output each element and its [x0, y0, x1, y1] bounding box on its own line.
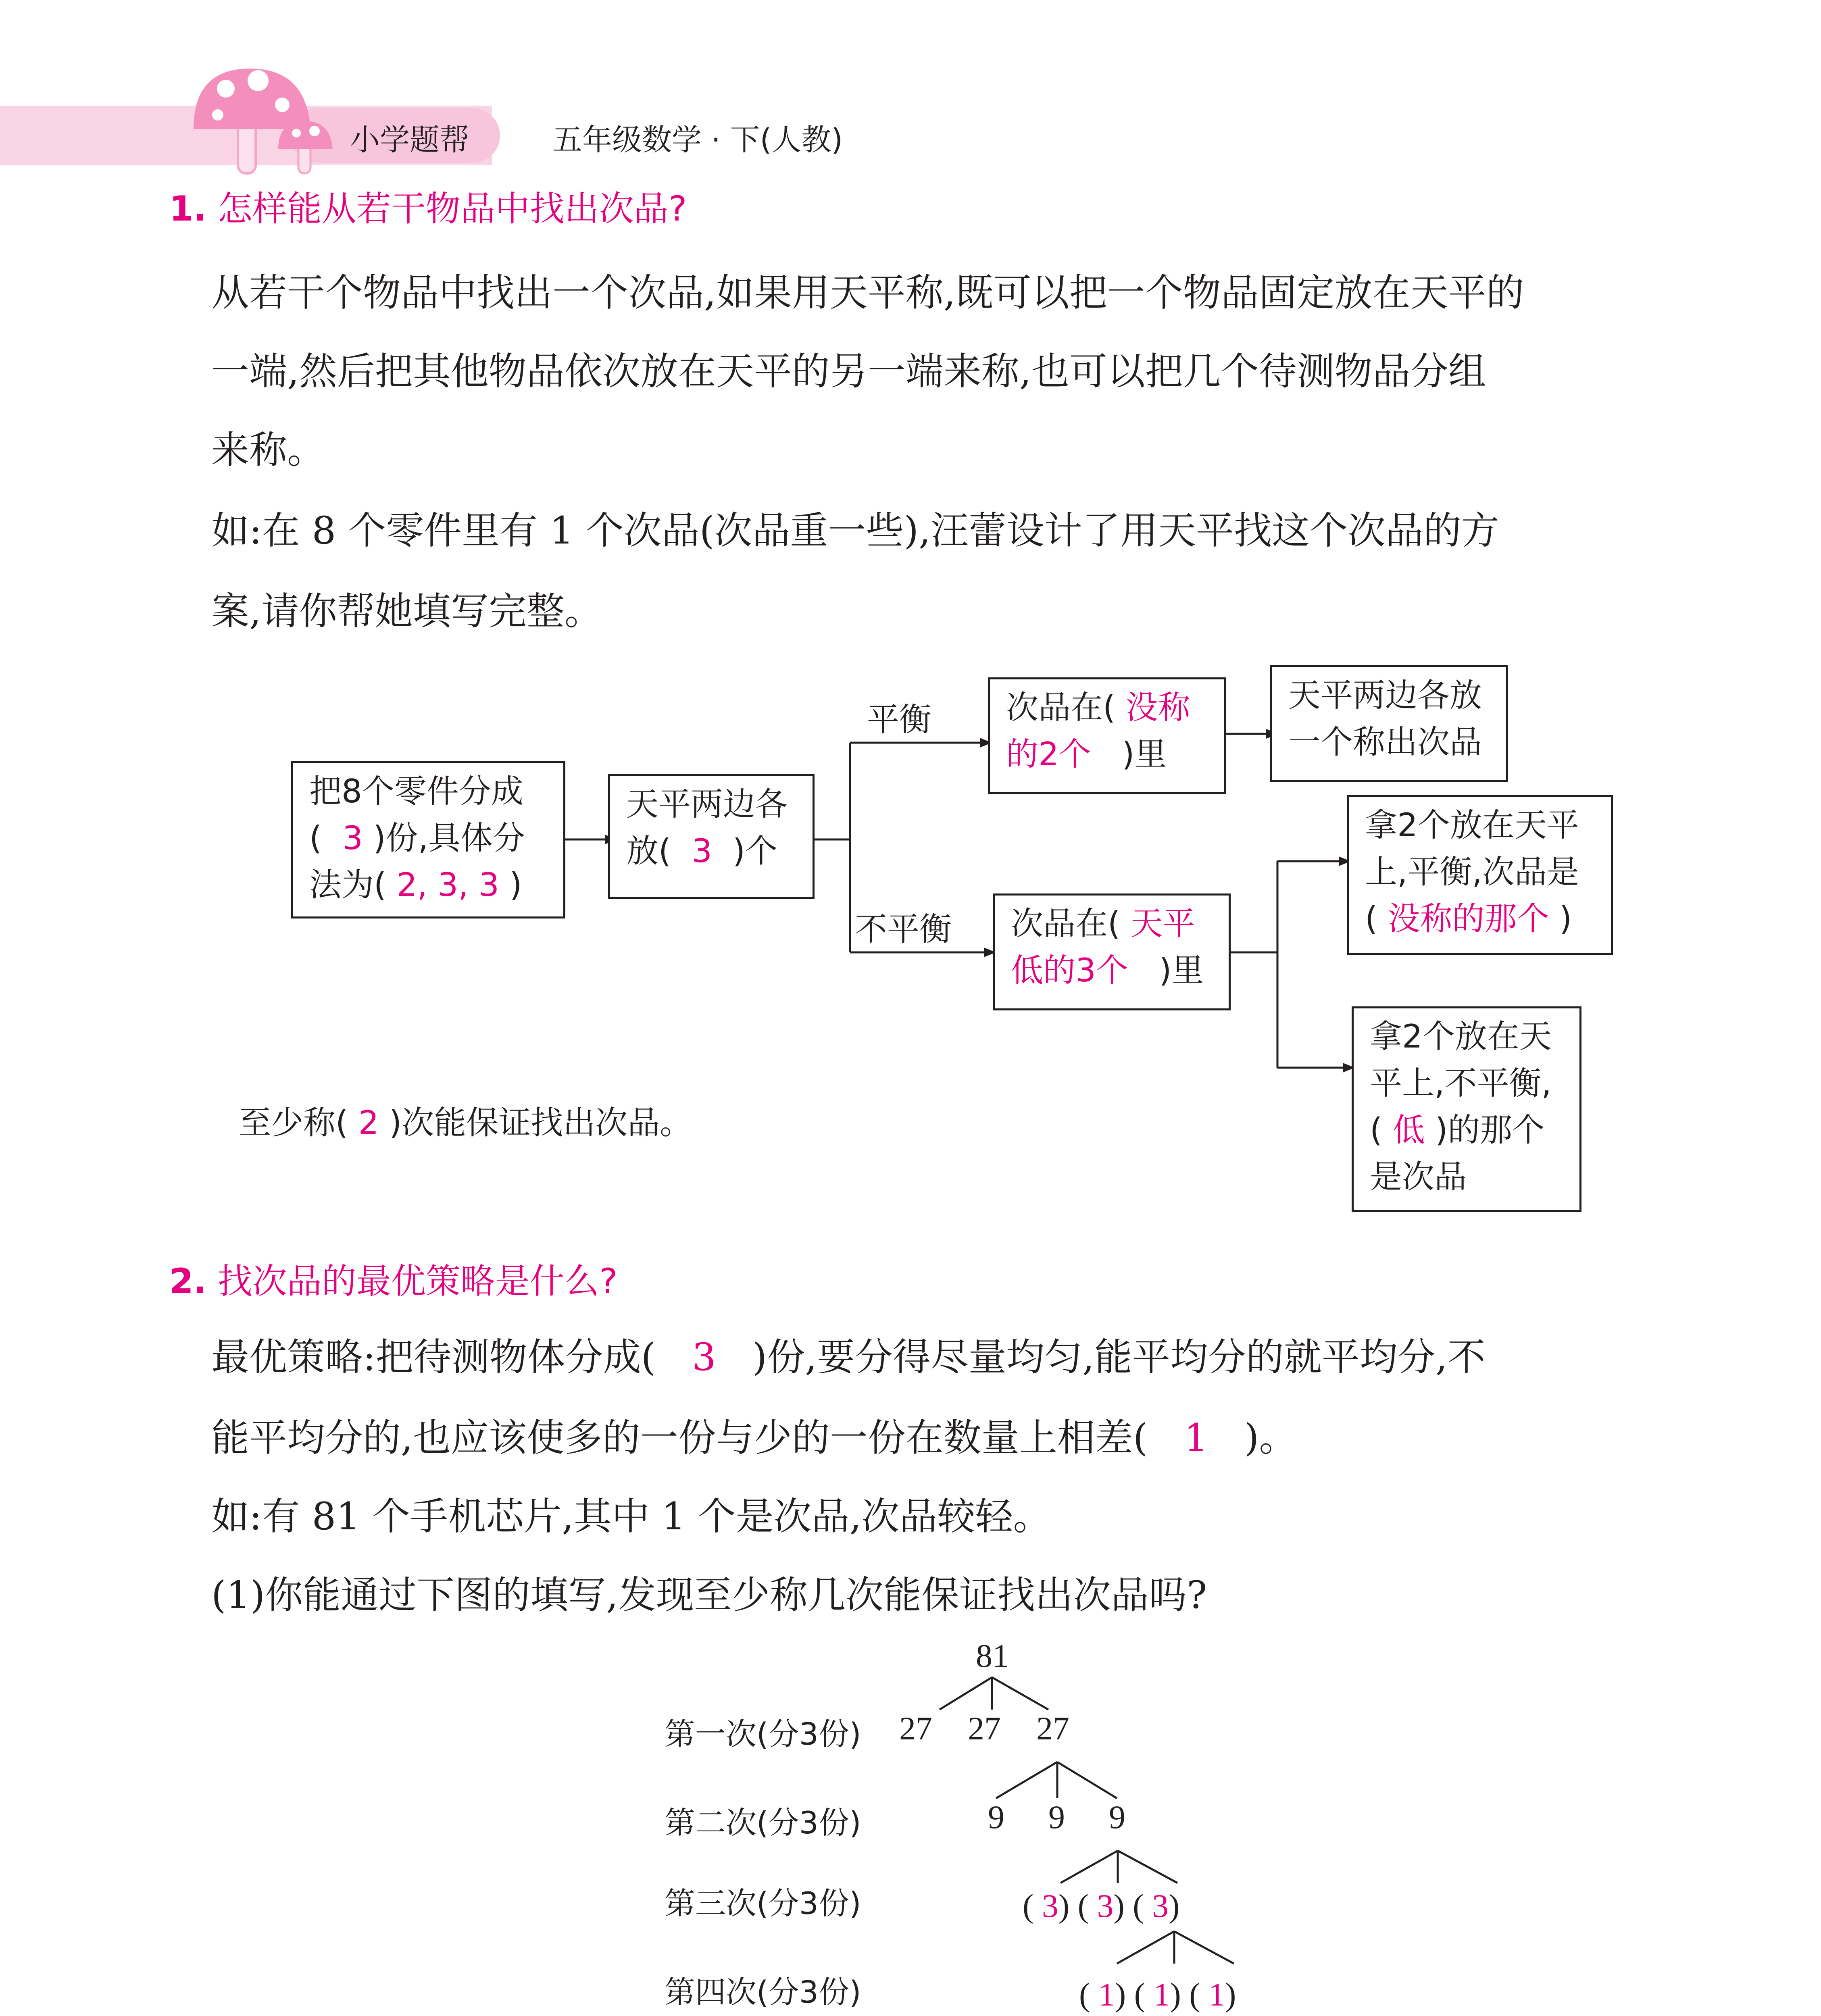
q1-para1-line2: 一端,然后把其他物品依次放在天平的另一端来称,也可以把几个待测物品分组: [211, 350, 1486, 394]
flow-box-split: 把8个零件分成 ( 3 )份,具体分 法为( 2, 3, 3 ): [291, 761, 565, 918]
q2-sub1: (1)你能通过下图的填写,发现至少称几次能保证找出次品吗?: [211, 1573, 1207, 1617]
q1-least-times: 至少称( 2 )次能保证找出次品。: [239, 1104, 692, 1141]
q2-strategy-line2: 能平均分的,也应该使多的一份与少的一份在数量上相差( 1 )。: [211, 1416, 1297, 1460]
q2-strategy-line1: 最优策略:把待测物体分成( 3 )份,要分得尽量均匀,能平均分的就平均分,不: [211, 1335, 1486, 1379]
q1-para1-line3: 来称。: [211, 428, 325, 472]
flow-box-weigh-two: 天平两边各放 一个称出次品: [1270, 665, 1508, 782]
ans-strategy-diff: 1: [1184, 1416, 1208, 1460]
flow-box-balanced: 次品在( 没称 的2个 )里: [988, 677, 1226, 794]
flow-box-weigh: 天平两边各 放( 3 )个: [608, 774, 815, 899]
label-unbalance: 不平衡: [855, 910, 952, 948]
flow-box-result-unbalanced: 拿2个放在天 平上,不平衡, ( 低 )的那个 是次品: [1352, 1006, 1581, 1212]
q2-number: 2.: [169, 1261, 207, 1302]
q1-para2-line1: 如:在 8 个零件里有 1 个次品(次品重一些),汪蕾设计了用天平找这个次品的方: [211, 509, 1500, 553]
flow-box-unbalanced: 次品在( 天平 低的3个 )里: [993, 893, 1231, 1010]
q1-title: [169, 181, 687, 231]
ans-parts: 3: [342, 819, 363, 857]
q2-title-text: 找次品的最优策略是什么?: [217, 1261, 618, 1302]
tree-row4-values: ( 1) ( 1) ( 1): [1079, 1976, 1236, 2013]
tree-row3-values: ( 3) ( 3) ( 3): [1023, 1887, 1180, 1924]
mushroom-logo-icon: [194, 69, 333, 173]
tree-root: 81: [976, 1637, 1009, 1674]
q1-para1-line1: 从若干个物品中找出一个次品,如果用天平称,既可以把一个物品固定放在天平的: [211, 271, 1524, 315]
header-logo-text: 小学题帮: [350, 123, 469, 157]
tree-row3-label: 第三次(分3份): [665, 1885, 861, 1921]
tree-row2-label: 第二次(分3份): [665, 1805, 861, 1841]
q1-para2-line2: 案,请你帮她填写完整。: [211, 589, 602, 633]
ans-method: 2, 3, 3: [396, 866, 500, 904]
tree-row4-label: 第四次(分3份): [665, 1974, 861, 2010]
tree-row1-label: 第一次(分3份): [665, 1716, 861, 1752]
ans-least-times: 2: [358, 1104, 379, 1141]
header-subject: 五年级数学 · 下(人教): [552, 123, 843, 157]
tree-row1-v3: 27: [1036, 1710, 1069, 1747]
q2-example: 如:有 81 个手机芯片,其中 1 个是次品,次品较轻。: [211, 1495, 1051, 1539]
ans-strategy-parts: 3: [692, 1335, 716, 1379]
ans-each-side: 3: [692, 832, 712, 870]
tree-row1-v1: 27: [899, 1710, 932, 1747]
label-balance: 平衡: [867, 701, 931, 738]
tree-row1-v2: 27: [968, 1710, 1001, 1747]
q1-title-text: 怎样能从若干物品中找出次品?: [217, 189, 687, 229]
flow-box-result-balanced: 拿2个放在天平 上,平衡,次品是 ( 没称的那个 ): [1347, 795, 1613, 955]
tree-row2-v2: 9: [1048, 1799, 1065, 1835]
tree-row2-v1: 9: [988, 1799, 1004, 1835]
q1-number: 1.: [169, 189, 207, 229]
tree-row2-v3: 9: [1109, 1799, 1125, 1835]
q2-title: [169, 1253, 618, 1303]
